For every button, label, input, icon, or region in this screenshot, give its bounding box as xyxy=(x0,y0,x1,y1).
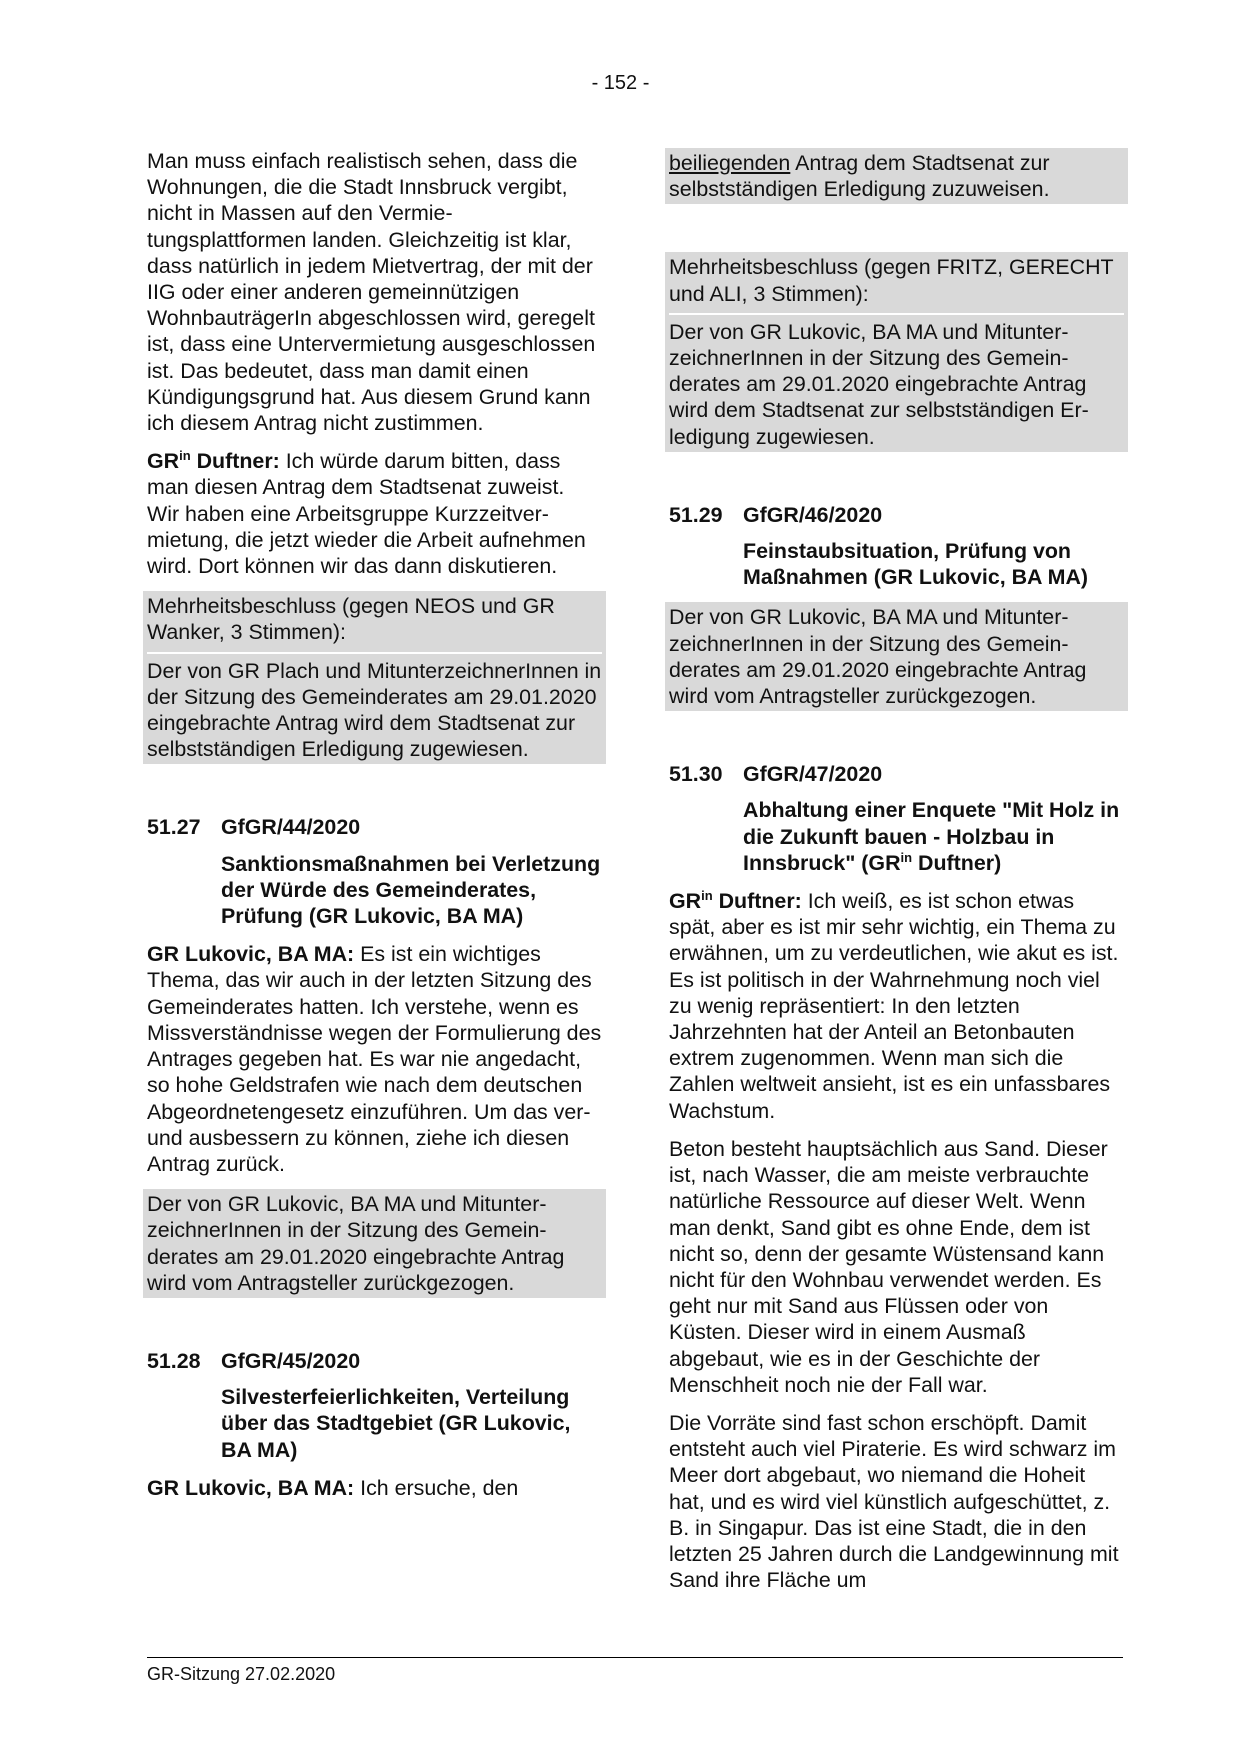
resolution-text: Der von GR Plach und MitunterzeichnerInnen in der Sitzung des Gemeinderates am 29.01.2020 eingebrachte Antrag wird dem Stadtsenat zur selbstständigen Erledigung zugewiesen. xyxy=(147,652,602,763)
agenda-item-code: GfGR/46/2020 xyxy=(743,502,883,527)
speaker-name: $GR^{in}$ Duftner: xyxy=(669,887,802,914)
footer-divider xyxy=(147,1657,1123,1658)
agenda-item-title: Abhaltung einer Enquete "Mit Holz in die Zukunft bauen - Holzbau in Innsbruck" ($GR^{in}$ Duftner) xyxy=(743,798,1120,875)
resolution-box xyxy=(143,591,606,764)
agenda-item-heading xyxy=(669,761,1124,787)
agenda-item-number: 51.30 xyxy=(669,762,723,787)
paragraph-lukovic: GR Lukovic, BA MA: Es ist ein wichtiges Thema, das wir auch in der letzten Sitzung des Gemeinderates hatten. Ich verstehe, wenn es Missverständnisse wegen der Formulierung des Antrages gegeben hat. Es war nie angedacht, so hohe Geldstrafen wie nach dem deutschen Abgeordnetengesetz einzuführen. Um das ver- und ausbessern zu können, ziehe ich diesen Antrag zurück. xyxy=(147,942,602,1176)
page-number: - 152 - xyxy=(591,72,650,94)
resolution-box xyxy=(665,602,1128,711)
resolution-text: Der von GR Lukovic, BA MA und MitunterzeichnerInnen in der Sitzung des Gemeinderates am 29.01.2020 eingebrachte Antrag wird dem Stadtsenat zur selbstständigen Erledigung zugewiesen. xyxy=(669,313,1124,450)
resolution-box xyxy=(143,1189,606,1298)
agenda-item-heading xyxy=(147,1348,602,1374)
agenda-item-title: Feinstaubsituation, Prüfung von Maßnahmen (GR Lukovic, BA MA) xyxy=(743,539,1089,590)
resolution-vote: Mehrheitsbeschluss (gegen FRITZ, GERECHT und ALI, 3 Stimmen): xyxy=(669,255,1114,306)
speaker-name: GR Lukovic, BA MA: xyxy=(147,942,355,967)
resolution-text: Der von GR Lukovic, BA MA und MitunterzeichnerInnen in der Sitzung des Gemeinderates am 29.01.2020 eingebrachte Antrag wird vom Antragsteller zurückgezogen. xyxy=(669,605,1087,709)
speaker-name: GR Lukovic, BA MA: xyxy=(147,1475,355,1500)
paragraph: Beton besteht hauptsächlich aus Sand. Dieser ist, nach Wasser, die am meiste verbrauchte natürliche Ressource auf dieser Welt. Wenn man denkt, Sand gibt es ohne Ende, dem ist nicht so, denn der gesamte Wüstensand kann nicht für den Wohnbau verwendet werden. Es geht nur mit Sand aus Flüssen oder von Küsten. Dieser wird in einem Ausmaß abgebaut, wie es in der Geschichte der Menschheit noch nie der Fall war. xyxy=(669,1136,1108,1397)
footer-text: GR-Sitzung 27.02.2020 xyxy=(147,1664,336,1684)
resolution-box xyxy=(665,148,1128,204)
paragraph: Man muss einfach realistisch sehen, dass die Wohnungen, die die Stadt Innsbruck vergibt, nicht in Massen auf den Vermietungsplattformen landen. Gleichzeitig ist klar, dass natürlich in jedem Mietvertrag, der mit der IIG oder einer anderen gemeinnützigen WohnbauträgerIn abgeschlossen wird, geregelt ist, dass eine Untervermietung ausgeschlossen ist. Das bedeutet, dass man damit einen Kündigungsgrund hat. Aus diesem Grund kann ich diesem Antrag nicht zustimmen. xyxy=(147,149,596,436)
resolution-vote: Mehrheitsbeschluss (gegen NEOS und GR Wanker, 3 Stimmen): xyxy=(147,594,555,645)
right-column xyxy=(669,148,1124,1605)
agenda-item-heading xyxy=(669,502,1124,528)
resolution-text: beiliegenden Antrag dem Stadtsenat zur selbstständigen Erledigung zuzuweisen. xyxy=(669,151,1050,202)
resolution-text: Der von GR Lukovic, BA MA und MitunterzeichnerInnen in der Sitzung des Gemeinderates am 29.01.2020 eingebrachte Antrag wird vom Antragsteller zurückgezogen. xyxy=(147,1192,565,1295)
agenda-item-title: Sanktionsmaßnahmen bei Verletzung der Würde des Gemeinderates, Prüfung (GR Lukovic, BA MA) xyxy=(221,851,601,929)
left-column xyxy=(147,148,602,1513)
paragraph: Die Vorräte sind fast schon erschöpft. Damit entsteht auch viel Piraterie. Es wird schwarz im Meer dort abgebaut, wo niemand die Hoheit hat, und es wird viel künstlich aufgeschüttet, z. B. in Singapur. Das ist eine Stadt, die in den letzten 25 Jahren durch die Landgewinnung mit Sand ihre Fläche um xyxy=(669,1410,1119,1593)
speaker-name: $GR^{in}$ Duftner: xyxy=(147,448,280,474)
paragraph-lukovic: GR Lukovic, BA MA: Ich ersuche, den xyxy=(147,1475,519,1500)
paragraph-duftner: $GR^{in}$ Duftner: Ich würde darum bitten, dass man diesen Antrag dem Stadtsenat zuweist. Wir haben eine Arbeitsgruppe Kurzzeitvermietung, die jetzt wieder die Arbeit aufnehmen wird. Dort können wir das dann diskutieren. xyxy=(147,448,586,579)
agenda-item-title: Silvesterfeierlichkeiten, Verteilung über das Stadtgebiet (GR Lukovic, BA MA) xyxy=(221,1385,571,1462)
agenda-item-code: GfGR/45/2020 xyxy=(221,1348,361,1373)
agenda-item-number: 51.29 xyxy=(669,502,723,527)
agenda-item-code: GfGR/44/2020 xyxy=(221,815,361,840)
agenda-item-number: 51.27 xyxy=(147,815,201,840)
agenda-item-heading xyxy=(147,814,602,840)
underlined-word: beiliegenden xyxy=(669,151,791,175)
agenda-item-number: 51.28 xyxy=(147,1348,201,1373)
agenda-item-code: GfGR/47/2020 xyxy=(743,762,883,787)
paragraph-duftner: $GR^{in}$ Duftner: Ich weiß, es ist schon etwas spät, aber es ist mir sehr wichtig, ein Thema zu erwähnen, um zu verdeutlichen, wie akut es ist. Es ist politisch in der Wahrnehmung noch viel zu wenig repräsentiert: In den letzten Jahrzehnten hat der Anteil an Betonbauten extrem zugenommen. Wenn man sich die Zahlen weltweit ansieht, ist es ein unfassbares Wachstum. xyxy=(669,887,1119,1123)
resolution-box xyxy=(665,252,1128,451)
